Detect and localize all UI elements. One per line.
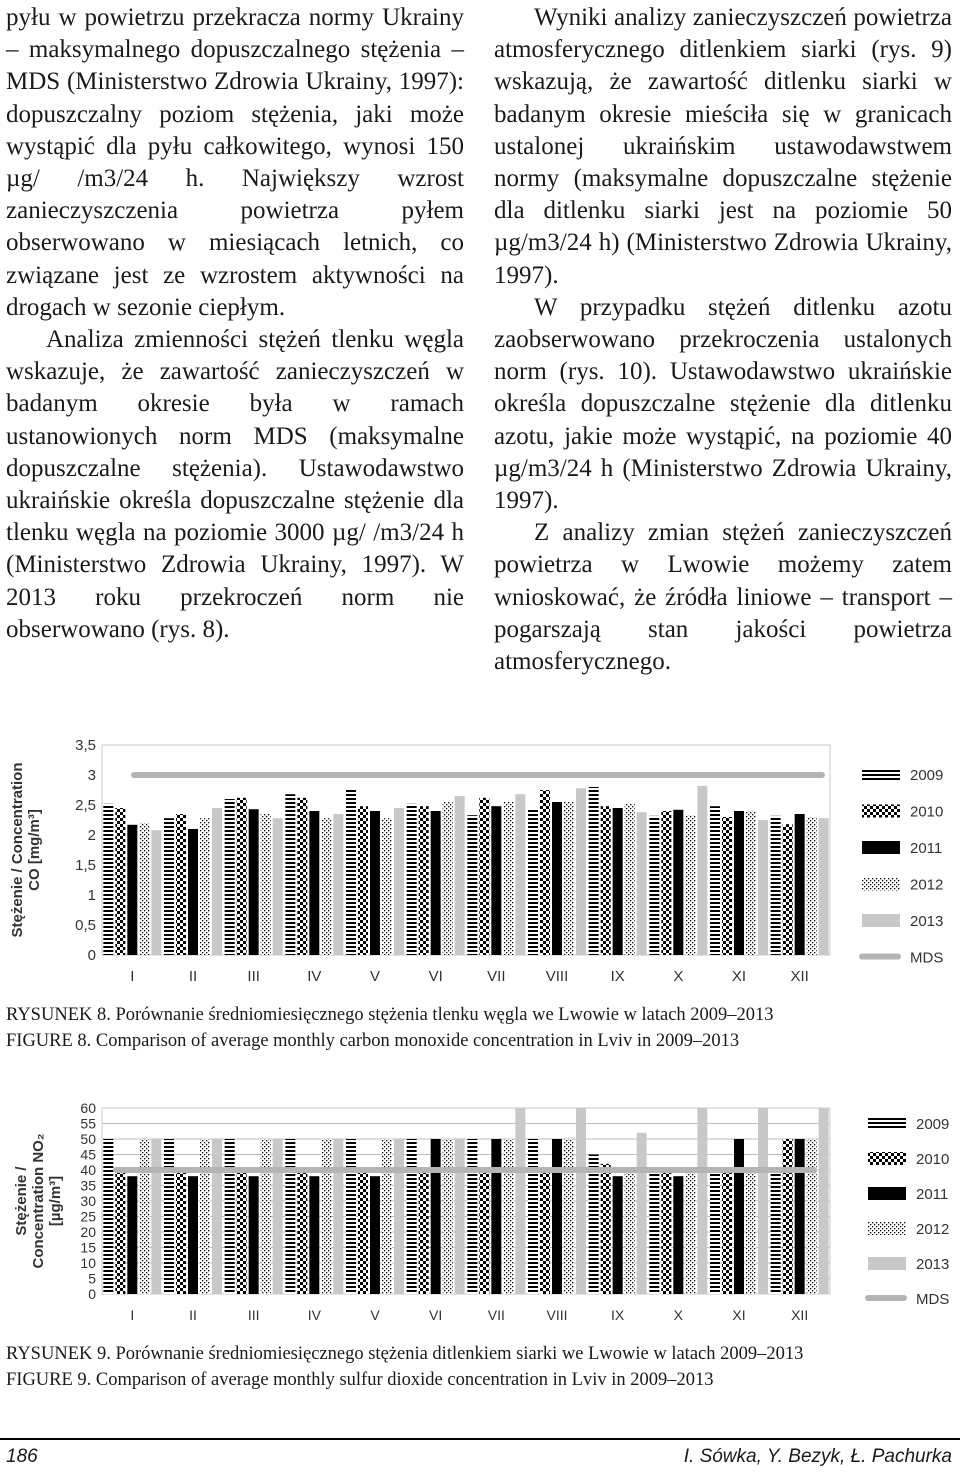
bar-2010-VII <box>479 798 489 955</box>
bar-2011-VIII <box>552 1139 562 1294</box>
bar-2012-VI <box>443 1139 453 1294</box>
bar-2011-III <box>249 1176 259 1294</box>
bar-2012-XII <box>807 1139 817 1294</box>
bar-2011-I <box>127 825 137 955</box>
bar-2013-I <box>151 830 161 955</box>
bar-2011-IV <box>309 1176 319 1294</box>
figure-8-caption <box>6 1002 956 1054</box>
x-tick-label: XI <box>732 1307 746 1323</box>
bar-2012-III <box>261 1139 271 1294</box>
bar-2012-II <box>200 1139 210 1294</box>
bar-2010-I <box>115 1170 125 1294</box>
x-tick-label: IX <box>611 1307 625 1323</box>
bar-2013-V <box>394 1139 404 1294</box>
bar-2012-V <box>382 818 392 955</box>
y-tick-label: 15 <box>80 1239 96 1256</box>
bar-2013-III <box>273 818 283 955</box>
bar-2013-V <box>394 808 404 955</box>
bar-2009-IV <box>285 1139 295 1294</box>
bar-2013-IV <box>333 814 343 955</box>
y-tick-label: 5 <box>88 1270 96 1287</box>
bar-2009-VI <box>407 1139 417 1294</box>
x-tick-label: I <box>130 1307 135 1323</box>
bar-2012-X <box>685 1170 695 1294</box>
x-tick-label: V <box>369 968 381 985</box>
y-tick-label: 10 <box>80 1255 96 1271</box>
x-tick-label: XII <box>790 968 809 985</box>
bar-2013-XI <box>758 820 768 955</box>
bar-2013-XI <box>758 1108 768 1294</box>
x-tick-label: VI <box>429 1307 443 1323</box>
bar-2011-XI <box>734 811 744 955</box>
legend-label-MDS: MDS <box>910 949 944 967</box>
legend-label-2012: 2012 <box>916 1221 950 1238</box>
x-tick-label: III <box>247 968 260 985</box>
x-tick-label: IX <box>610 968 625 985</box>
bar-2010-XII <box>783 824 793 955</box>
y-axis-title-line: CO [mg/m³] <box>26 809 43 891</box>
bar-2011-XI <box>734 1139 744 1294</box>
bar-2013-IV <box>333 1139 343 1294</box>
bar-2013-I <box>151 1139 161 1294</box>
y-tick-label: 2 <box>87 827 96 844</box>
x-tick-label: XII <box>791 1307 809 1323</box>
legend-swatch-2009 <box>868 1117 906 1130</box>
bar-2009-XI <box>710 1170 720 1294</box>
bar-2012-I <box>139 1139 149 1294</box>
bar-2009-V <box>346 790 356 955</box>
co-bar-chart <box>0 722 960 994</box>
bar-2012-XI <box>746 811 756 955</box>
bar-2010-XI <box>722 817 732 955</box>
bar-2009-X <box>649 1170 659 1294</box>
x-tick-label: I <box>130 968 135 985</box>
bar-2012-III <box>261 814 271 955</box>
bar-2011-III <box>249 809 259 955</box>
bar-2010-VI <box>419 806 429 955</box>
legend-swatch-2012 <box>868 1222 906 1235</box>
bar-2009-XI <box>710 806 720 955</box>
legend-label-2009: 2009 <box>916 1116 950 1133</box>
x-tick-label: X <box>673 968 684 985</box>
y-tick-label: 40 <box>80 1162 96 1178</box>
y-tick-label: 1,5 <box>75 857 96 874</box>
bar-2009-I <box>103 1139 113 1294</box>
x-tick-label: XI <box>731 968 747 985</box>
bar-2013-XII <box>819 818 829 955</box>
bar-2012-V <box>382 1139 392 1294</box>
bar-2009-V <box>346 1139 356 1294</box>
figure-9-so2-chart <box>0 1090 960 1330</box>
x-tick-label: VII <box>487 1307 505 1323</box>
bar-2011-VII <box>491 806 501 955</box>
bar-2009-X <box>649 816 659 955</box>
page-number: 186 <box>6 1446 38 1467</box>
y-tick-label: 2,5 <box>75 797 96 814</box>
bar-2009-IV <box>285 794 295 955</box>
bar-2010-IX <box>601 806 611 955</box>
bar-2012-IX <box>625 1170 635 1294</box>
right-paragraph-1: Wyniki analizy zanieczyszczeń powietrza atmosferycznego ditlenkiem siarki (rys. 9) wskazują, że zawartość ditlenku siarki w badanym okresie mieściła się w granicach ustalonej ukraińskim ustawodawstwem normy (maksymalne dopuszczalne stężenie dla ditlenku siarki jest na poziomie 50 µg/m3/24 h) (Ministerstwo Zdrowia Ukrainy, 1997). <box>494 4 952 289</box>
y-tick-label: 55 <box>80 1115 96 1132</box>
legend-label-2012: 2012 <box>910 876 944 894</box>
bar-2013-III <box>273 1139 283 1294</box>
bar-2013-IX <box>637 812 647 955</box>
bar-2011-IX <box>613 1176 623 1294</box>
bar-2012-VII <box>503 802 513 955</box>
y-tick-label: 20 <box>80 1224 96 1240</box>
bar-2010-VIII <box>540 1170 550 1294</box>
bar-2012-I <box>139 823 149 955</box>
legend-swatch-2011 <box>862 841 900 854</box>
legend-swatch-2012 <box>862 878 900 891</box>
y-axis-title <box>9 762 43 937</box>
x-tick-label: II <box>189 1307 197 1323</box>
bar-2009-IX <box>589 1155 599 1295</box>
bar-2012-IV <box>321 1139 331 1294</box>
y-axis-title-line: Stężenie / <box>13 1166 30 1236</box>
bar-2013-VI <box>455 1139 465 1294</box>
bar-2013-VIII <box>576 1108 586 1294</box>
legend-swatch-2009 <box>862 768 900 781</box>
bar-2013-IX <box>637 1133 647 1294</box>
bar-2009-II <box>164 818 174 955</box>
left-paragraph-2: Analiza zmienności stężeń tlenku węgla wskazuje, że zawartość zanieczyszczeń w badanym okresie była w ramach ustanowionych norm MDS (maksymalne dopuszczalne stężenia). Ustawodawstwo ukraińskie określa dopuszczalne stężenie dla tlenku węgla na poziomie 3000 µg/ /m3/24 h (Ministerstwo Zdrowia Ukrainy, 1997). W 2013 roku przekroczeń norm nie obserwowano (rys. 8). <box>6 326 464 643</box>
legend-swatch-2013 <box>868 1257 906 1270</box>
figure-9-caption-en: FIGURE 9. Comparison of average monthly sulfur dioxide concentration in Lviv in 2009–2013 <box>6 1370 714 1390</box>
bar-2011-I <box>127 1176 137 1294</box>
bar-2011-V <box>370 811 380 955</box>
bar-2011-X <box>673 810 683 955</box>
legend-label-2010: 2010 <box>916 1151 950 1168</box>
bar-2009-VIII <box>528 808 538 955</box>
y-axis-title-line: Stężenie / Concentration <box>9 762 26 938</box>
bar-2013-VIII <box>576 788 586 955</box>
legend-swatch-2010 <box>868 1152 906 1165</box>
x-tick-label: VI <box>428 968 443 985</box>
bar-2009-I <box>103 804 113 955</box>
figure-8-caption-pl: RYSUNEK 8. Porównanie średniomiesięcznego stężenia tlenku węgla we Lwowie w latach 2009–2013 <box>6 1005 774 1025</box>
y-tick-label: 45 <box>80 1146 96 1163</box>
x-tick-label: VIII <box>545 968 569 985</box>
y-tick-label: 50 <box>80 1131 96 1147</box>
bar-2010-XI <box>722 1170 732 1294</box>
bar-2010-X <box>661 811 671 955</box>
left-text-column <box>6 2 464 646</box>
right-text-column <box>494 2 952 678</box>
bar-2012-IX <box>625 804 635 955</box>
y-tick-label: 30 <box>80 1193 96 1209</box>
bar-2013-VI <box>455 796 465 955</box>
bar-2010-XII <box>783 1139 793 1294</box>
bar-2011-VI <box>431 1139 441 1294</box>
bar-2010-V <box>358 1170 368 1294</box>
legend-label-MDS: MDS <box>916 1291 950 1308</box>
legend-label-2010: 2010 <box>910 803 944 821</box>
bar-2012-II <box>200 818 210 955</box>
bar-2010-IV <box>297 1170 307 1294</box>
bar-2009-III <box>225 1139 235 1294</box>
bar-2009-IX <box>589 787 599 955</box>
x-tick-label: IV <box>307 1307 321 1323</box>
legend-swatch-2010 <box>862 805 900 818</box>
bar-2010-V <box>358 806 368 955</box>
bar-2010-II <box>176 1170 186 1294</box>
bar-2011-IV <box>309 811 319 955</box>
x-tick-label: X <box>673 1307 684 1323</box>
bar-2011-VIII <box>552 802 562 955</box>
bar-2011-V <box>370 1176 380 1294</box>
right-paragraph-2: W przypadku stężeń ditlenku azotu zaobserwowano przekroczenia ustalonych norm (rys. 10). Ustawodawstwo ukraińskie określa dopuszczalne stężenie dla ditlenku azotu, jakie może wystąpić, na poziomie 40 µg/m3/24 h (Ministerstwo Zdrowia Ukrainy, 1997). <box>494 293 952 515</box>
legend-swatch-2013 <box>862 914 900 927</box>
bar-2012-IV <box>321 818 331 955</box>
bar-2010-IV <box>297 798 307 955</box>
bar-2009-XII <box>771 1170 781 1294</box>
bar-2009-VIII <box>528 1139 538 1294</box>
bar-2010-II <box>176 814 186 955</box>
figure-8-caption-en: FIGURE 8. Comparison of average monthly carbon monoxide concentration in Lviv in 2009–2013 <box>6 1031 740 1051</box>
bar-2013-II <box>212 1139 222 1294</box>
bar-2012-VII <box>503 1139 513 1294</box>
y-axis-title-line: [µg/m³] <box>47 1175 64 1227</box>
bar-2009-VII <box>467 815 477 955</box>
bar-2011-XII <box>795 814 805 955</box>
bar-2010-VII <box>479 1170 489 1294</box>
bar-2013-X <box>697 1108 707 1294</box>
bar-2010-III <box>237 798 247 955</box>
bar-2010-X <box>661 1170 671 1294</box>
bar-2013-VII <box>515 1108 525 1294</box>
legend-label-2013: 2013 <box>910 913 944 930</box>
bar-2010-I <box>115 808 125 955</box>
bar-2012-VI <box>443 802 453 955</box>
bar-2010-VI <box>419 1170 429 1294</box>
figure-9-caption-pl: RYSUNEK 9. Porównanie średniomiesięcznego stężenia ditlenkiem siarki we Lwowie w latach 2009–2013 <box>6 1344 804 1364</box>
so2-bar-chart <box>0 1090 960 1330</box>
legend-label-2011: 2011 <box>910 840 943 857</box>
y-tick-label: 0 <box>88 1286 96 1302</box>
bar-2011-II <box>188 829 198 955</box>
left-paragraph-1: pyłu w powietrzu przekracza normy Ukrainy – maksymalnego dopuszczalnego stężenia – MDS (Ministerstwo Zdrowia Ukrainy, 1997): dopuszczalny poziom stężenia, jaki może wystąpić dla pyłu całkowitego, wynosi 150 µg/ /m3/24 h. Największy wzrost zanieczyszczenia powietrza pyłem obserwowano w miesiącach letnich, co związane jest ze wzrostem aktywności na drogach w sezonie ciepłym. <box>6 4 464 321</box>
y-tick-label: 0 <box>87 947 96 964</box>
bar-2012-VIII <box>564 802 574 955</box>
x-tick-label: IV <box>307 968 322 985</box>
legend-label-2011: 2011 <box>916 1186 949 1203</box>
y-tick-label: 3 <box>87 767 96 784</box>
bar-2013-X <box>697 786 707 955</box>
bar-2010-IX <box>601 1164 611 1294</box>
legend-label-2013: 2013 <box>916 1256 950 1273</box>
bar-2011-IX <box>613 808 623 955</box>
bar-2011-VI <box>431 811 441 955</box>
y-tick-label: 0,5 <box>75 917 96 934</box>
legend-swatch-2011 <box>868 1187 906 1200</box>
bar-2010-III <box>237 1170 247 1294</box>
right-paragraph-3: Z analizy zmian stężeń zanieczyszczeń powietrza w Lwowie możemy zatem wnioskować, że źródła liniowe – transport – pogarszają stan jakości powietrza atmosferycznego. <box>494 519 952 676</box>
x-tick-label: VIII <box>546 1307 568 1323</box>
y-tick-label: 60 <box>80 1100 96 1116</box>
bar-2011-X <box>673 1176 683 1294</box>
bar-2010-VIII <box>540 790 550 955</box>
bar-2011-VII <box>491 1139 501 1294</box>
bar-2009-XII <box>771 816 781 955</box>
y-tick-label: 25 <box>80 1208 96 1225</box>
bar-2012-XI <box>746 1170 756 1294</box>
bar-2011-II <box>188 1176 198 1294</box>
y-axis-title <box>13 1134 64 1269</box>
bar-2013-XII <box>819 1108 829 1294</box>
footer-authors: I. Sówka, Y. Bezyk, Ł. Pachurka <box>683 1446 952 1467</box>
bar-2009-VII <box>467 1139 477 1294</box>
x-tick-label: III <box>247 1307 260 1323</box>
figure-9-caption <box>6 1341 956 1393</box>
bar-2011-XII <box>795 1139 805 1294</box>
footer-rule <box>0 1438 960 1440</box>
legend-label-2009: 2009 <box>910 767 944 784</box>
bar-2009-VI <box>407 804 417 955</box>
bar-2009-III <box>225 799 235 955</box>
y-tick-label: 1 <box>87 887 96 904</box>
y-axis-title-line: Concentration NO₂ <box>30 1133 47 1269</box>
bar-2012-XII <box>807 817 817 955</box>
bar-2009-II <box>164 1139 174 1294</box>
y-tick-label: 3,5 <box>75 737 96 754</box>
bar-2012-VIII <box>564 1139 574 1294</box>
bar-2013-VII <box>515 794 525 955</box>
x-tick-label: V <box>370 1307 380 1323</box>
bar-2013-II <box>212 808 222 955</box>
x-tick-label: II <box>188 968 198 985</box>
x-tick-label: VII <box>487 968 506 985</box>
bar-2012-X <box>685 815 695 955</box>
figure-8-co-chart <box>0 722 960 994</box>
y-tick-label: 35 <box>80 1177 96 1194</box>
